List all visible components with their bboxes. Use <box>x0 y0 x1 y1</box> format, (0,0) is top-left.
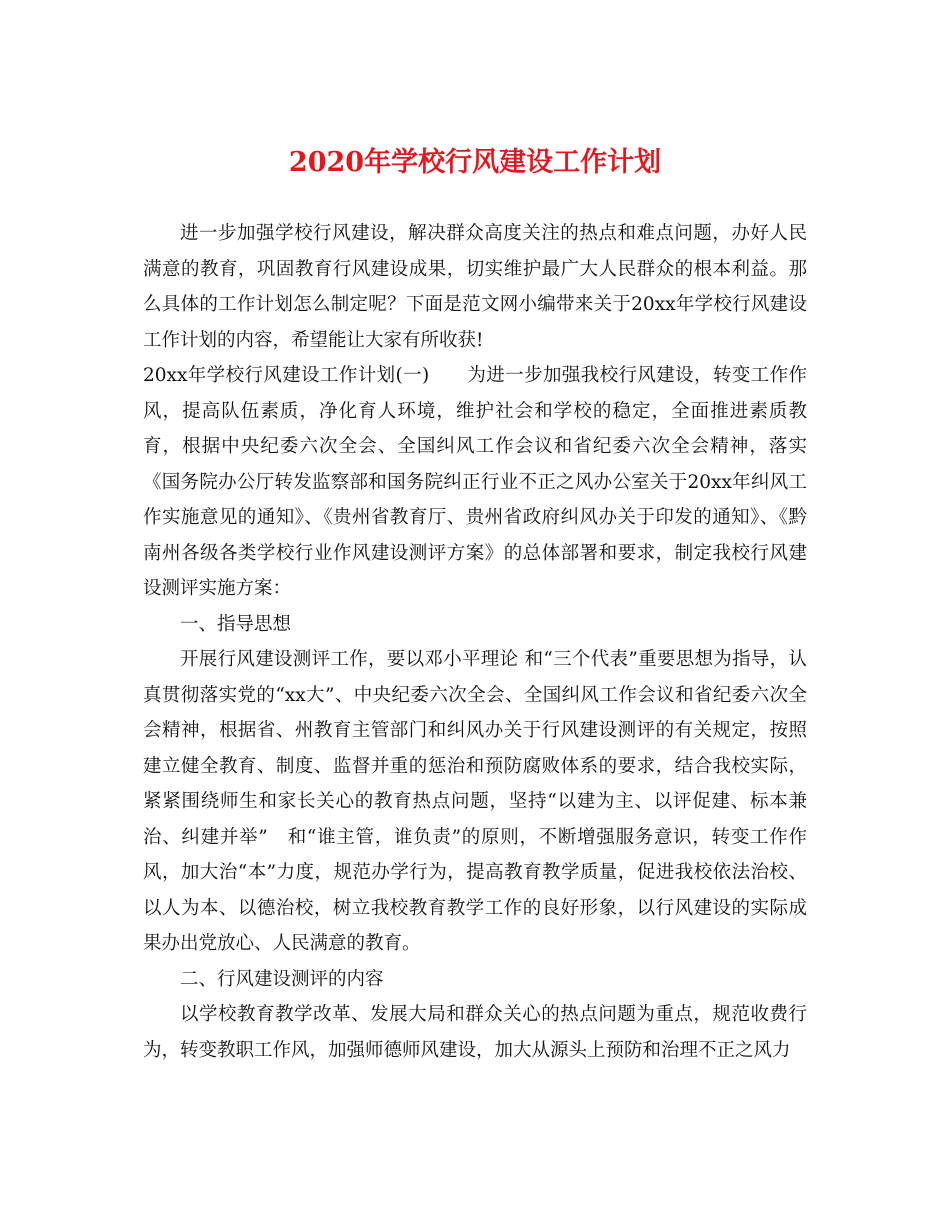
section-heading-guiding-ideology: 一、指导思想 <box>180 613 292 635</box>
paragraph-guiding-ideology: 开展行风建设测评工作，要以邓小平理论 和“三个代表”重要思想为指导，认真贯彻落实党的“xx大”、中央纪委六次全会、全国纠风工作会议和省纪委六次全会精神，根据省、州教育主管部门和纠风办关于行风建设测评的有关规定，按照建立健全教育、制度、监督并重的惩治和预防腐败体系的要求，结合我校实际，紧紧围绕师生和家长关心的教育热点问题，坚持“以建为主、以评促建、标本兼治、纠建并举” 和“谁主管，谁负责”的原则，不断增强服务意识，转变工作作风，加大治“本”力度，规范办学行为，提高教育教学质量，促进我校依法治校、以人为本、以德治校，树立我校教育教学工作的良好形象，以行风建设的实际成果办出党放心、人民满意的教育。 <box>143 649 807 954</box>
paragraph-intro: 进一步加强学校行风建设，解决群众高度关注的热点和难点问题，办好人民满意的教育，巩固教育行风建设成果，切实维护最广大人民群众的根本利益。那么具体的工作计划怎么制定呢？下面是范文网小编带来关于20xx年学校行风建设工作计划的内容，希望能让大家有所收获! <box>143 223 807 351</box>
section-heading-evaluation-content: 二、行风建设测评的内容 <box>180 968 384 990</box>
document-body <box>143 216 807 1068</box>
paragraph-plan-heading: 20xx年学校行风建设工作计划(一) 为进一步加强我校行风建设，转变工作作风，提高队伍素质，净化育人环境，维护社会和学校的稳定，全面推进素质教育，根据中央纪委六次全会、全国纠风工作会议和省纪委六次全会精神，落实《国务院办公厅转发监察部和国务院纠正行业不正之风办公室关于20xx年纠风工作实施意见的通知》、《贵州省教育厅、贵州省政府纠风办关于印发的通知》、《黔南州各级各类学校行业作风建设测评方案》的总体部署和要求，制定我校行风建设测评实施方案： <box>143 365 807 599</box>
paragraph-evaluation-content: 以学校教育教学改革、发展大局和群众关心的热点问题为重点，规范收费行为，转变教职工作风，加强师德师风建设，加大从源头上预防和治理不正之风力 <box>143 1004 807 1061</box>
document-title: 2020年学校行风建设工作计划 <box>288 147 662 178</box>
